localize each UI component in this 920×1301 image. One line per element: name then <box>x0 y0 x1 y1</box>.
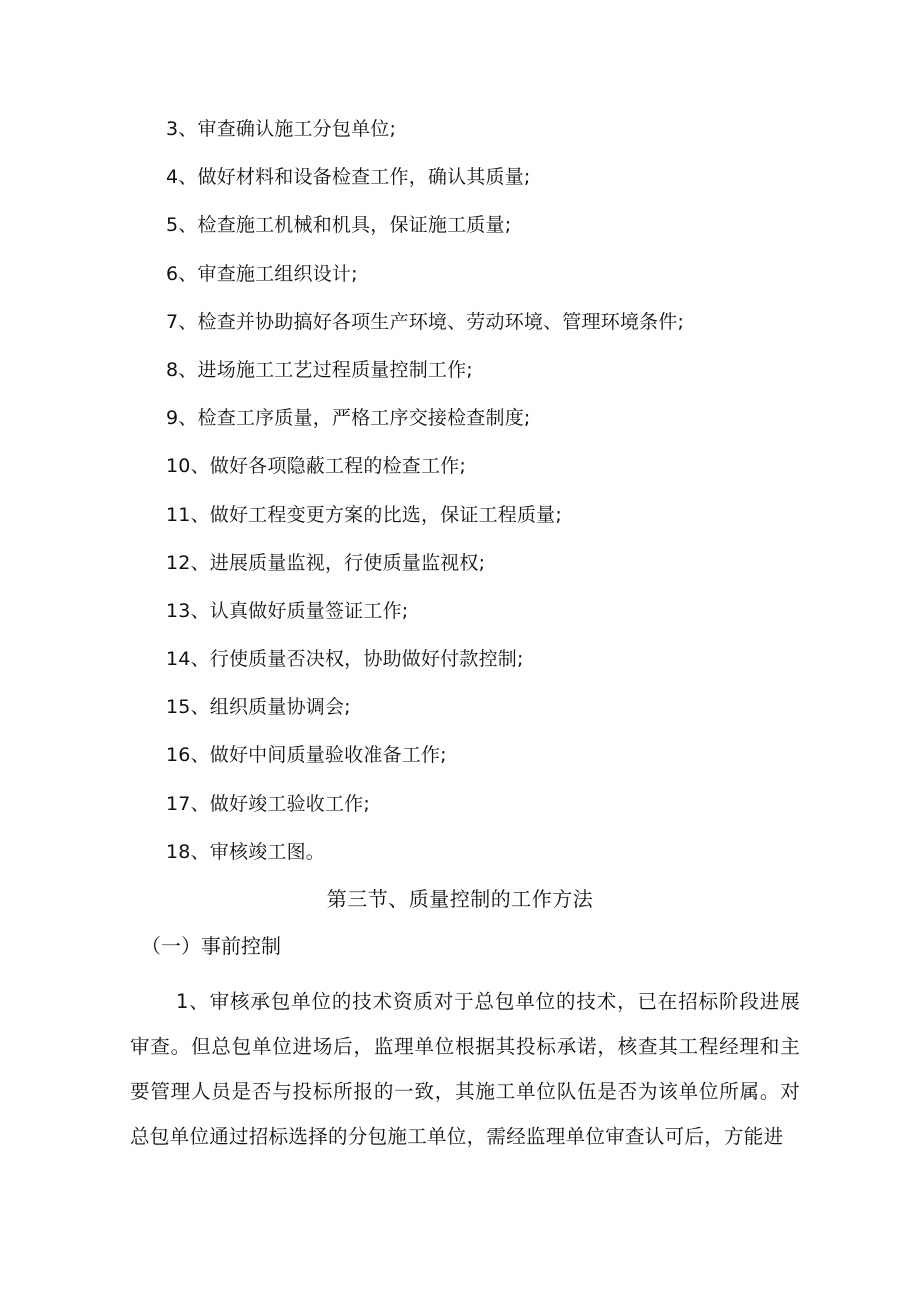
list-item: 14、行使质量否决权，协助做好付款控制; <box>166 648 524 671</box>
list-item: 5、检查施工机械和机具，保证施工质量; <box>166 214 512 237</box>
list-item: 13、认真做好质量签证工作; <box>166 599 409 622</box>
list-item: 10、做好各项隐蔽工程的检查工作; <box>166 455 466 478</box>
list-item: 9、检查工序质量，严格工序交接检查制度; <box>166 407 531 430</box>
list-item: 4、做好材料和设备检查工作，确认其质量; <box>166 166 531 189</box>
list-item: 6、审查施工组织设计; <box>166 262 358 285</box>
list-item: 16、做好中间质量验收准备工作; <box>166 744 447 767</box>
list-item: 8、进场施工工艺过程质量控制工作; <box>166 358 473 381</box>
list-item: 3、审查确认施工分包单位; <box>166 118 397 140</box>
list-item: 17、做好竣工验收工作; <box>166 792 370 815</box>
section-heading: 第三节、质量控制的工作方法 <box>326 887 594 911</box>
list-item: 12、进展质量监视，行使质量监视权; <box>166 551 486 574</box>
list-item: 18、审核竣工图。 <box>166 840 325 863</box>
list-item: 7、检查并协助搞好各项生产环境、劳动环境、管理环境条件; <box>166 310 685 333</box>
body-paragraph: 1、审核承包单位的技术资质对于总包单位的技术，已在招标阶段进展审查。但总包单位进场后，监理单位根据其投标承诺，核查其工程经理和主要管理人员是否与投标所报的一致，其施工单位队伍是否为该单位所属。对总包单位通过招标选择的分包施工单位，需经监理单位审查认可后，方能进 <box>130 990 800 1148</box>
list-item: 11、做好工程变更方案的比选，保证工程质量; <box>166 503 562 526</box>
duty-list <box>166 112 816 883</box>
sub-heading: （一）事前控制 <box>141 934 281 958</box>
list-item: 15、组织质量协调会; <box>166 696 351 719</box>
